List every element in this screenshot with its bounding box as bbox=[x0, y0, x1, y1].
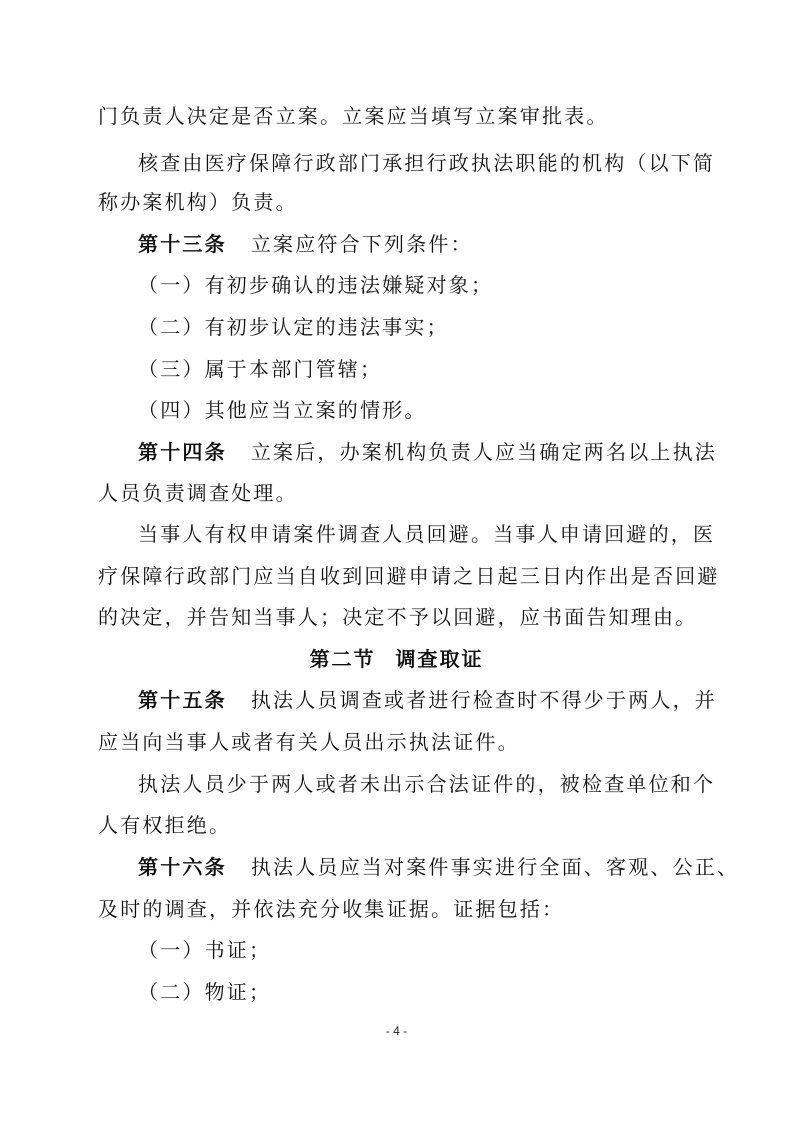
list-item: （三）属于本部门管辖； bbox=[138, 357, 383, 381]
article-16-text: 执法人员应当对案件事实进行全面、客观、公正、 bbox=[250, 855, 740, 879]
text-line: 的决定，并告知当事人；决定不予以回避，应书面告知理由。 bbox=[98, 605, 698, 629]
article-15-title: 第十五条 bbox=[138, 688, 227, 712]
text-line: 当事人有权申请案件调查人员回避。当事人申请回避的，医 bbox=[138, 522, 716, 546]
article-16 bbox=[138, 855, 739, 879]
list-item: （二）物证； bbox=[138, 980, 272, 1004]
text-line: 人有权拒绝。 bbox=[98, 813, 232, 837]
article-16-title: 第十六条 bbox=[138, 855, 227, 879]
text-line: 及时的调查，并依法充分收集证据。证据包括： bbox=[98, 897, 565, 921]
article-13 bbox=[138, 232, 473, 256]
text-line: 应当向当事人或者有关人员出示执法证件。 bbox=[98, 730, 520, 754]
section-heading bbox=[0, 647, 793, 671]
text-line: 核查由医疗保障行政部门承担行政执法职能的机构（以下简 bbox=[138, 151, 716, 175]
article-15-text: 执法人员调查或者进行检查时不得少于两人，并 bbox=[250, 688, 718, 712]
section-number: 第二节 bbox=[309, 647, 376, 671]
list-item: （一）书证； bbox=[138, 938, 272, 962]
article-14 bbox=[138, 440, 717, 464]
text-line: 称办案机构）负责。 bbox=[98, 190, 298, 214]
section-name: 调查取证 bbox=[395, 647, 484, 671]
list-item: （四）其他应当立案的情形。 bbox=[138, 398, 427, 422]
article-14-title: 第十四条 bbox=[138, 440, 227, 464]
list-item: （一）有初步确认的违法嫌疑对象； bbox=[138, 273, 494, 297]
article-14-text: 立案后，办案机构负责人应当确定两名以上执法 bbox=[250, 440, 718, 464]
text-line: 门负责人决定是否立案。立案应当填写立案审批表。 bbox=[98, 104, 609, 128]
article-15 bbox=[138, 688, 717, 712]
list-item: （二）有初步认定的违法事实； bbox=[138, 315, 449, 339]
text-line: 疗保障行政部门应当自收到回避申请之日起三日内作出是否回避 bbox=[98, 564, 720, 588]
article-13-text: 立案应符合下列条件： bbox=[250, 232, 473, 256]
text-line: 执法人员少于两人或者未出示合法证件的，被检查单位和个 bbox=[138, 772, 716, 796]
article-13-title: 第十三条 bbox=[138, 232, 227, 256]
page-number: - 4 - bbox=[385, 1024, 408, 1038]
text-line: 人员负责调查处理。 bbox=[98, 481, 298, 505]
